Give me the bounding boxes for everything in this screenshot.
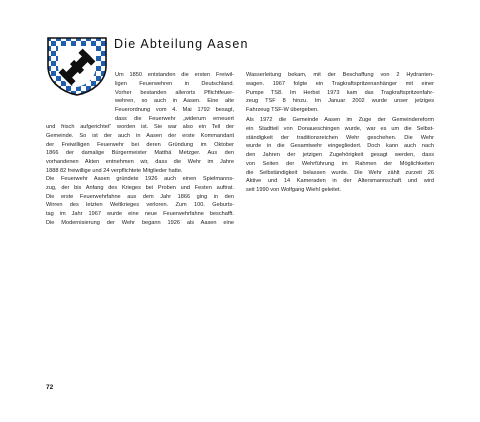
text-line: dass die Feuerwehr „widerum erneuert (115, 115, 234, 122)
coat-of-arms-icon (46, 36, 108, 96)
text-line: 1866 der damalige Bürgermeister Matthä Metzger. Aus den (46, 150, 234, 157)
text-line: den Jahren der jetzigen Zugehörigkeit gesagt werden, dass (246, 152, 434, 158)
text-line: zeug TSF 8 hinzu. Im Januar 2002 wurde unser jetziges (246, 98, 434, 105)
text-line: Feuerordnung vom 4. Mai 1792 besagt, (115, 107, 234, 113)
text-line: Um 1850 entstanden die ersten Freiwil- (115, 72, 234, 78)
text-line: die Selbständigkeit belassen wurde. Die Wehr zählt zurzeit 26 (246, 169, 434, 176)
text-line: von Seiten der Wehrführung im Rahmen der Möglichkeiten (246, 160, 434, 167)
text-line: Vorher bestanden allerorts Pflichtfeuer- (115, 89, 234, 96)
left-para1-indented (115, 71, 234, 124)
right-para2 (246, 116, 434, 195)
text-line: der Freiwilligen Feuerwehr bei deren Gründung im Oktober (46, 141, 234, 148)
right-para1 (246, 71, 434, 115)
text-line: Gemeinde. So ist der auch in Aasen der erste Kommandant (46, 132, 234, 139)
text-line: tag im Jahr 1967 wurde eine neue Feuerwehrfahne beschafft. (46, 211, 234, 217)
text-line: Wirren des letzten Weltkrieges verloren. Zum 100. Geburts- (46, 202, 234, 209)
left-para1-full (46, 123, 234, 176)
text-line: wehren, so auch in Aasen. Eine alte (115, 98, 234, 105)
page-title: Die Abteilung Aasen (114, 37, 249, 51)
text-line: Wasserleitung bekam, mit der Beschaffung von 2 Hydranten- (246, 72, 434, 78)
coat-of-arms-graphic (46, 36, 108, 96)
text-line: seit 1990 von Wolfgang Wiehl geleitet. (246, 187, 342, 193)
page-number: 72 (46, 384, 54, 391)
text-line: vorhandenen Akten entnehmen wir, dass die Wehr im Jahre (46, 159, 234, 165)
text-line: ligen Feuerwehren in Deutschland. (115, 80, 234, 87)
text-line: Als 1972 die Gemeinde Aasen im Zuge der Gemeindereform (246, 117, 434, 123)
text-line: Pumpe TS8. Im Herbst 1973 kam das Tragkraftspritzenfahr- (246, 89, 434, 96)
left-para2 (46, 175, 234, 228)
text-line: 1888 82 freiwillige und 24 verpflichtete Mitglieder hatte. (46, 167, 183, 174)
text-line: und frisch aufgerichtet“ worden ist. Sie war also ein Teil der (46, 124, 234, 130)
text-line: zug, der bis Anfang des Krieges bei Proben und Festen auftrat. (46, 184, 234, 191)
text-line: Fahrzeug TSF-W übergeben. (246, 107, 319, 113)
text-line: Aktive und 14 Kameraden in der Altersmannschaft und wird (246, 178, 434, 185)
text-line: wurde in die Gesamtwehr eingegliedert. Doch kann auch nach (246, 143, 434, 150)
text-line: wagen. 1967 folgte ein Tragkraftspritzenanhänger mit einer (246, 80, 434, 87)
text-line: Die Feuerwehr Aasen gründete 1926 auch einen Spielmanns- (46, 176, 234, 182)
text-line: ein Stadtteil von Donaueschingen wurde, war es um die Selbst- (246, 125, 434, 132)
text-line: ständigkeit der traditionsreichen Wehr geschehen. Die Wehr (246, 134, 434, 141)
text-line: Die Modernisierung der Wehr begann 1926 als Aasen eine (46, 219, 234, 226)
text-line: Die erste Feuerwehrfahne aus dem Jahr 1866 ging in den (46, 193, 234, 200)
